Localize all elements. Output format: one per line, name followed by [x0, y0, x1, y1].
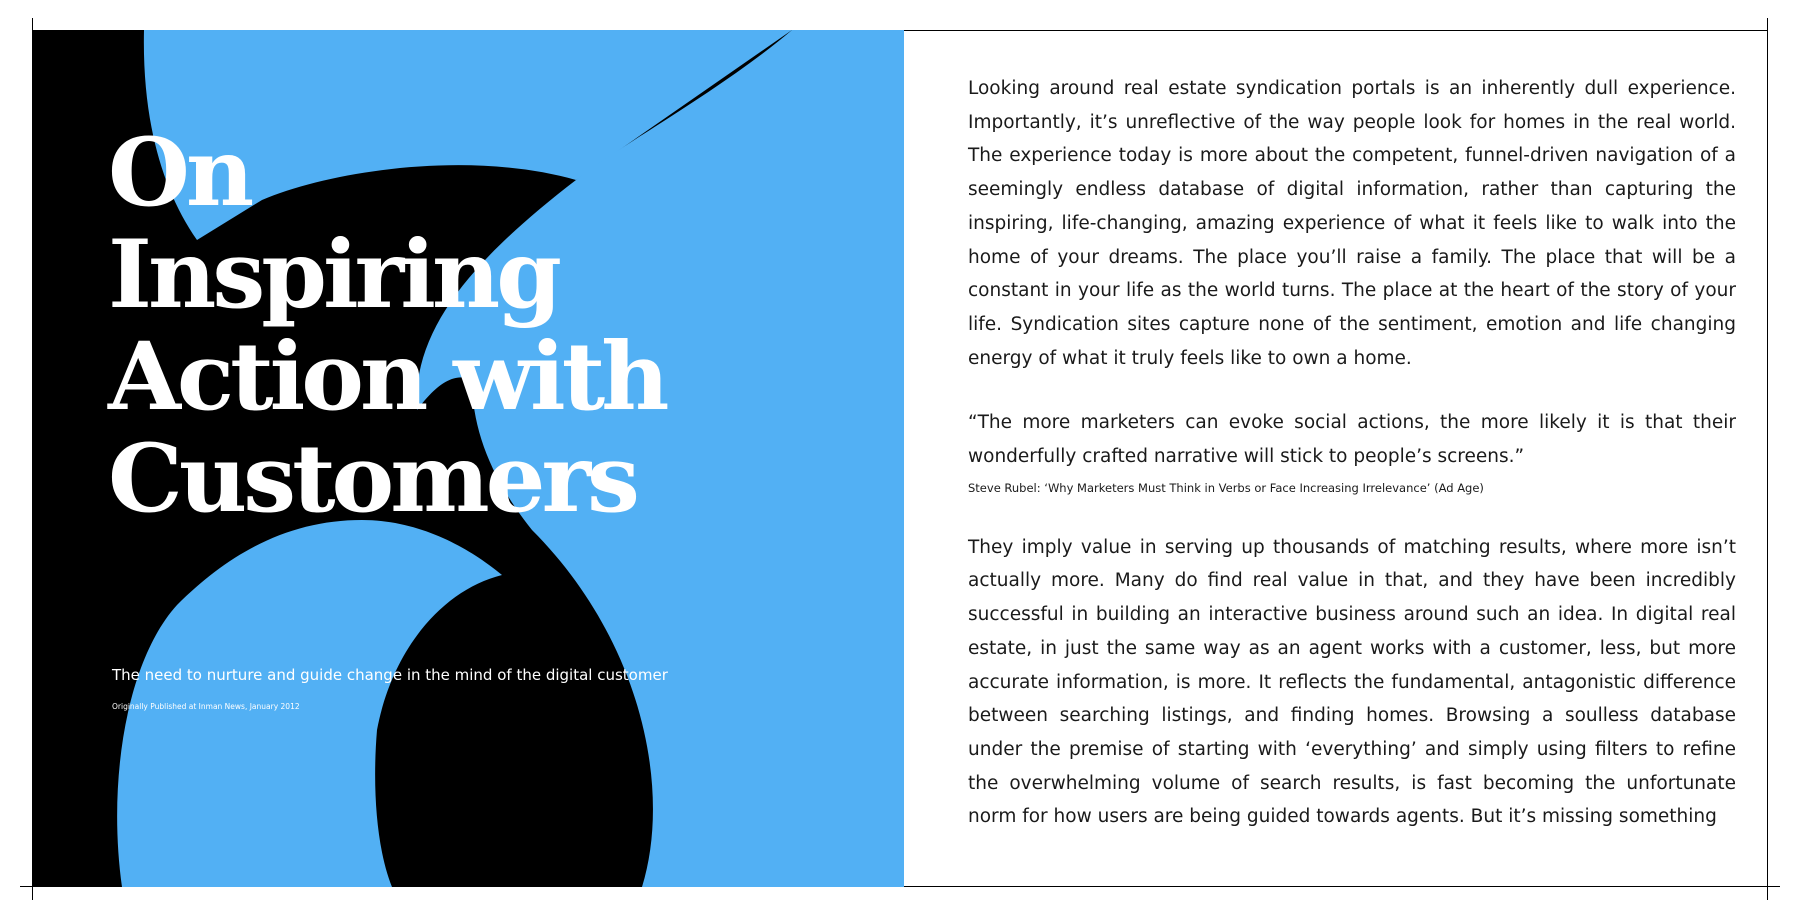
body-paragraph-2: They imply value in serving up thousands of matching results, where more isn’t actually more. Many do find real value in that, and they have been incredibly successful in building an interactive business around such an idea. In digital real estate, in just the same way as an agent works with a customer, less, but more accurate information, is more. It reflects the fundamental, antagonistic difference between searching listings, and finding homes. Browsing a soulless database under the premise of starting with ‘everything’ and simply using filters to refine the overwhelming volume of search results, is fast becoming the unfortunate norm for how users are being guided towards agents. But it’s missing something [968, 536, 1736, 828]
title-line-4: Customers [108, 424, 636, 534]
left-page-cover [32, 30, 904, 887]
body-paragraph-1: Looking around real estate syndication portals is an inherently dull experience. Importantly, it’s unreflective of the way people look for homes in the real world. The experience today is more about the competent, funnel-driven navigation of a seemingly endless database of digital information, rather than capturing the inspiring, life-changing, amazing experience of what it feels like to walk into the home of your dreams. The place you’ll raise a family. The place that will be a constant in your life as the world turns. The place at the heart of the story of your life. Syndication sites capture none of the sentiment, emotion and life changing energy of what it truly feels like to own a home. [968, 78, 1736, 369]
title-line-1: On [108, 118, 251, 228]
crop-mark-bottom-right-h [1768, 886, 1780, 887]
right-page-body [968, 72, 1736, 834]
title-line-3: Action with [108, 322, 666, 432]
crop-mark-bottom-left-v [32, 886, 33, 900]
page-title [108, 118, 666, 534]
publication-note: Originally Published at Inman News, January 2012 [112, 702, 300, 711]
subtitle: The need to nurture and guide change in the mind of the digital customer [112, 666, 668, 684]
frame-bottom-rule [904, 886, 1768, 887]
frame-right-rule [1767, 30, 1768, 887]
pull-quote: “The more marketers can evoke social actions, the more likely it is that their wonderfully crafted narrative will stick to people’s screens.” [968, 412, 1736, 468]
crop-mark-bottom-right-v [1767, 886, 1768, 900]
quote-citation: Steve Rubel: ‘Why Marketers Must Think in Verbs or Face Increasing Irrelevance’ (Ad Age) [968, 480, 1484, 495]
crop-mark-bottom-left-h [20, 886, 32, 887]
title-line-2: Inspiring [108, 220, 558, 330]
